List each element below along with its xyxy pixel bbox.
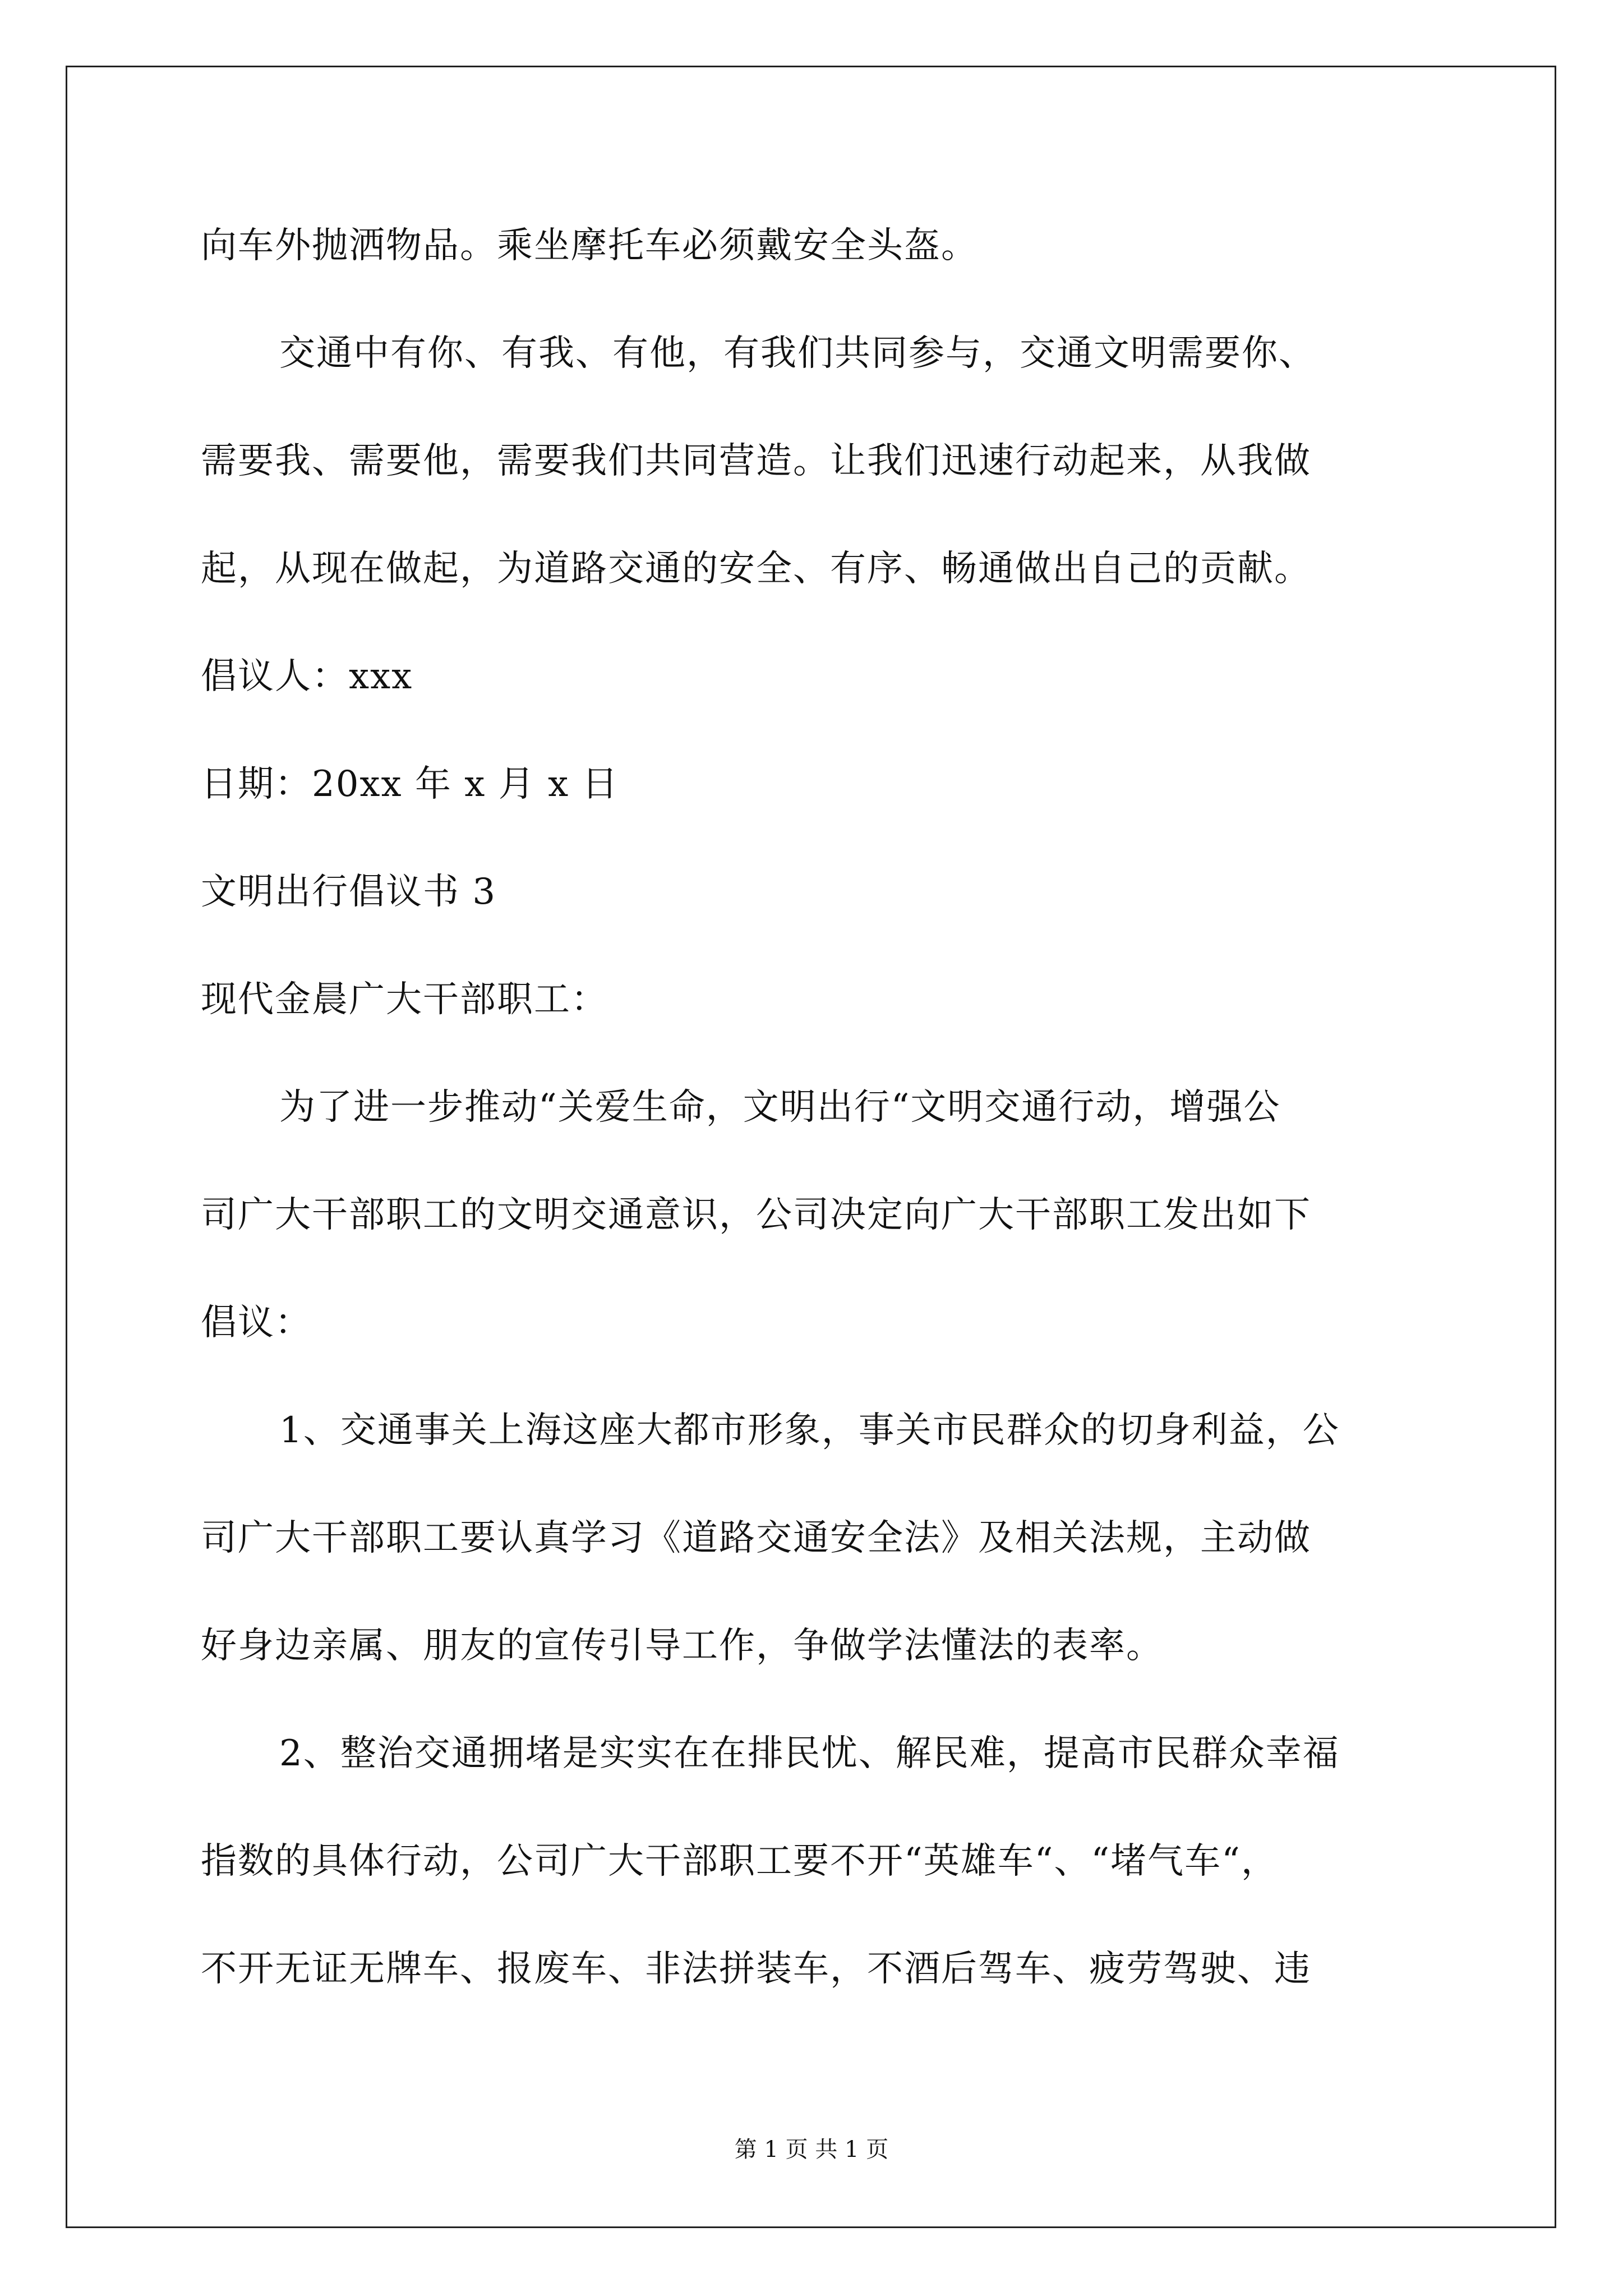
text-line: 1、交通事关上海这座大都市形象，事关市民群众的切身利益，公 [279, 1410, 1340, 1451]
text-line: 指数的具体行动，公司广大干部职工要不开“英雄车“、“堵气车“， [201, 1841, 1278, 1882]
page-border [66, 66, 1556, 2228]
section-title: 文明出行倡议书 3 [201, 871, 497, 913]
proposer-line: 倡议人：xxx [201, 656, 413, 697]
date-line: 日期：20xx 年 x 月 x 日 [201, 763, 619, 805]
text-line: 司广大干部职工的文明交通意识，公司决定向广大干部职工发出如下 [201, 1194, 1311, 1236]
text-line: 交通中有你、有我、有他，有我们共同参与，交通文明需要你、 [279, 333, 1316, 374]
text-line: 需要我、需要他，需要我们共同营造。让我们迅速行动起来，从我做 [201, 440, 1311, 482]
salutation: 现代金晨广大干部职工： [201, 979, 608, 1020]
text-line: 倡议： [201, 1302, 312, 1343]
text-line: 2、整治交通拥堵是实实在在排民忧、解民难，提高市民群众幸福 [279, 1733, 1340, 1774]
text-line: 起，从现在做起，为道路交通的安全、有序、畅通做出自己的贡献。 [201, 548, 1311, 590]
text-line: 为了进一步推动“关爱生命，文明出行“文明交通行动，增强公 [279, 1087, 1281, 1128]
text-line: 司广大干部职工要认真学习《道路交通安全法》及相关法规，主动做 [201, 1517, 1311, 1559]
text-line: 好身边亲属、朋友的宣传引导工作，争做学法懂法的表率。 [201, 1625, 1163, 1667]
text-line: 向车外抛洒物品。乘坐摩托车必须戴安全头盔。 [201, 225, 978, 266]
text-line: 不开无证无牌车、报废车、非法拼装车，不酒后驾车、疲劳驾驶、违 [201, 1948, 1311, 1990]
page-number-footer: 第 1 页 共 1 页 [734, 2137, 889, 2162]
